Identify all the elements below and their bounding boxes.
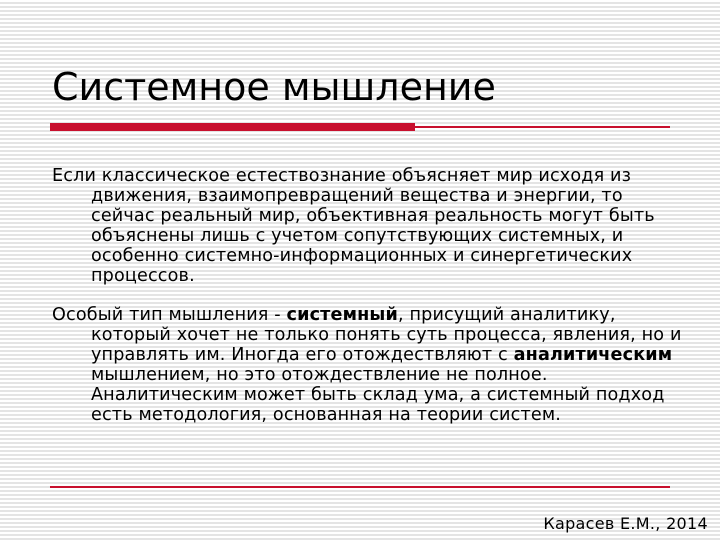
term-systemic: системный <box>286 305 398 325</box>
term-analytical: аналитическим <box>513 345 673 365</box>
paragraph-2-text-1: Особый тип мышления - <box>52 305 287 325</box>
paragraph-1: Если классическое естествознание объясняет мир исходя из движения, взаимопревращений вещества и энергии, то сейчас реальный мир, объективная реальность могут быть объяснены лишь с учетом сопутствующих системных, и особенно системно-информационных и синергетических процессов. <box>52 166 655 286</box>
author-credit: Карасев Е.М., 2014 <box>543 514 708 533</box>
paragraph-2 <box>52 305 682 425</box>
footer-divider <box>50 486 670 488</box>
title-underline <box>415 126 670 128</box>
paragraph-2-text-2: , присущий аналитику, который хочет не только понять суть процесса, явления, но и управлять им. Иногда его отождествляют с <box>91 305 682 365</box>
slide-title: Системное мышление <box>52 65 496 109</box>
slide-body <box>52 166 682 425</box>
title-accent-bar <box>50 123 415 131</box>
paragraph-2-text-3: мышлением, но это отождествление не полное. Аналитическим может быть склад ума, а системный подход есть методология, основанная на теории систем. <box>91 365 665 425</box>
